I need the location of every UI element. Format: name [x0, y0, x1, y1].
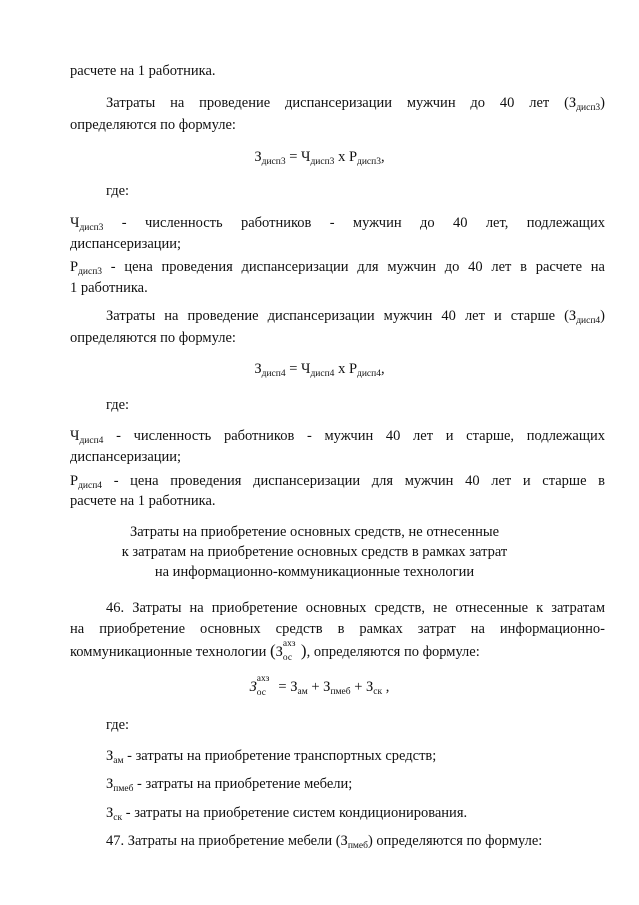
paragraph-47: 47. Затраты на приобретение мебели $(З_{пмеб})$ определяются по формуле:: [106, 833, 543, 851]
definition-p-disp4: $Р_{дисп4}$ - цена проведения диспансеризации для мужчин 40 лет и старше в: [70, 473, 605, 491]
section-heading-line-1: Затраты на приобретение основных средств, не отнесенные: [129, 524, 500, 540]
where-label: где:: [106, 397, 130, 413]
definition-am: $З_{ам}$ - затраты на приобретение транспортных средств;: [106, 748, 437, 766]
section-heading-line-2: к затратам на приобретение основных средств в рамках затрат: [121, 544, 508, 560]
text-line: расчете на 1 работника.: [70, 63, 216, 79]
section-heading-line-3: на информационно-коммуникационные технологии: [154, 564, 475, 580]
text-line: определяются по формуле:: [70, 117, 236, 133]
definition-p-disp3: $Р_{дисп3}$ - цена проведения диспансеризации для мужчин до 40 лет в расчете на: [70, 259, 605, 277]
formula-fixed-assets: З ахз ос = $З_{ам} + З_{пмеб} + З_{ск}$ ,: [249, 674, 390, 698]
text-line: 1 работника.: [70, 280, 148, 296]
paragraph-disp3-cost: Затраты на проведение диспансеризации мужчин до 40 лет $(З_{дисп3})$: [106, 95, 605, 113]
text-line: коммуникационные технологии (З ахз ос ), определяются по формуле:: [70, 639, 480, 663]
paragraph-46: 46. Затраты на приобретение основных средств, не отнесенные к затратам: [106, 600, 605, 616]
definition-ch-disp3: $Ч_{дисп3}$ - численность работников - мужчин до 40 лет, подлежащих: [70, 215, 605, 233]
definition-sk: $З_{ск}$ - затраты на приобретение систем кондиционирования.: [106, 805, 468, 823]
formula-disp3: $З_{дисп3} = Ч_{дисп3}$ x $P_{дисп3}$,: [254, 149, 385, 167]
text-line: на приобретение основных средств в рамках затрат на информационно-: [70, 621, 605, 637]
text-line: расчете на 1 работника.: [70, 493, 216, 509]
text-line: определяются по формуле:: [70, 330, 236, 346]
definition-ch-disp4: $Ч_{дисп4}$ - численность работников - мужчин 40 лет и старше, подлежащих: [70, 428, 605, 446]
text-line: диспансеризации;: [70, 449, 182, 465]
text-line: диспансеризации;: [70, 236, 182, 252]
where-label: где:: [106, 183, 130, 199]
formula-disp4: $З_{дисп4} = Ч_{дисп4}$ x $P_{дисп4}$,: [254, 361, 385, 379]
paragraph-disp4-cost: Затраты на проведение диспансеризации мужчин 40 лет и старше $(З_{дисп4})$: [106, 308, 605, 326]
definition-pmeb: $З_{пмеб}$ - затраты на приобретение мебели;: [106, 776, 353, 794]
where-label: где:: [106, 717, 130, 733]
